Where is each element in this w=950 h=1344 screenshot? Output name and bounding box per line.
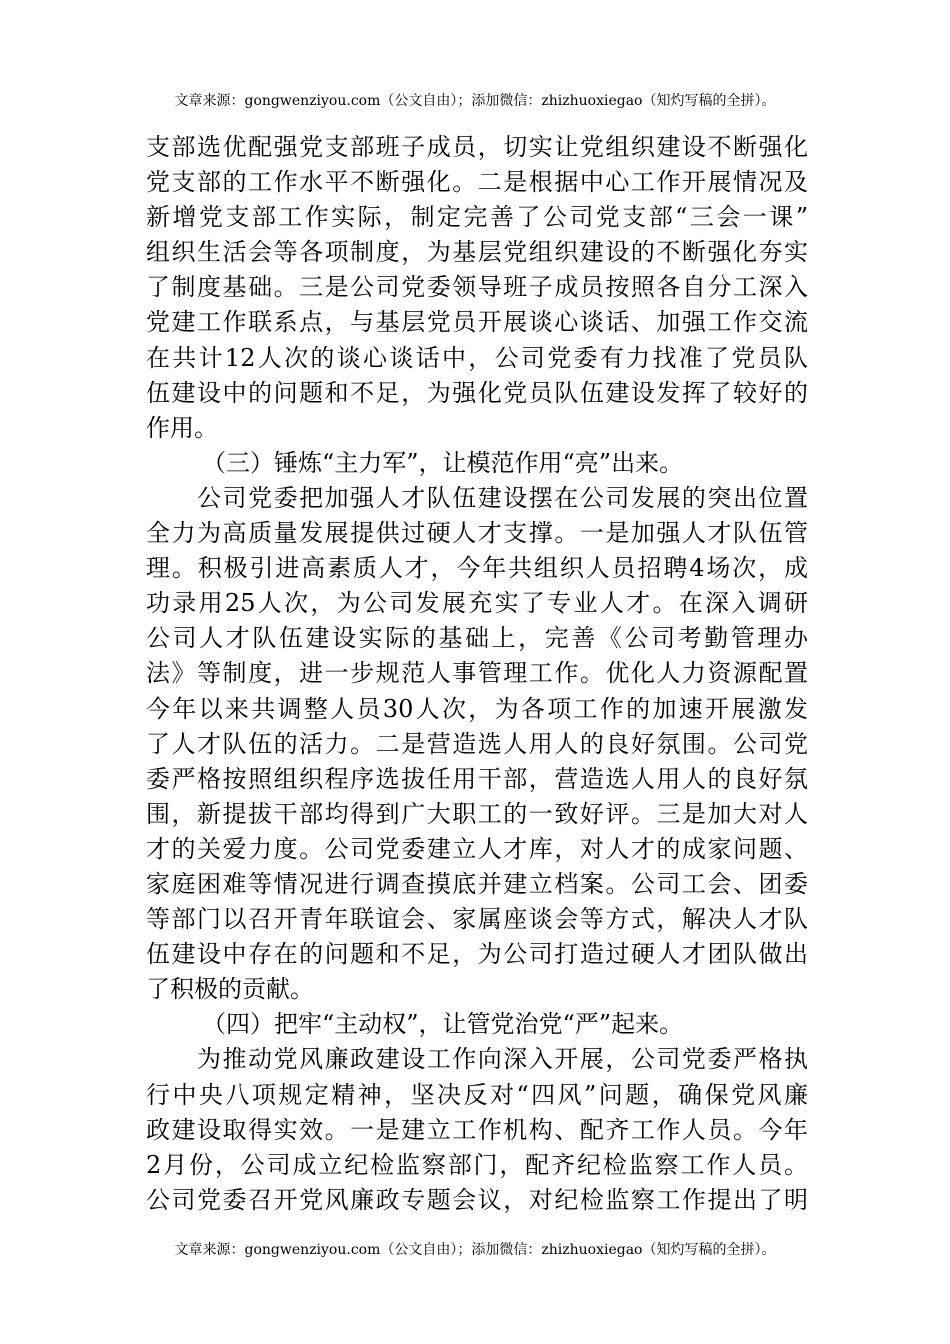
body-line-paragraph-end: 作用。: [146, 413, 218, 442]
document-body: [146, 130, 808, 1218]
body-line: 家庭困难等情况进行调查摸底并建立档案。公司工会、团委: [146, 869, 808, 898]
body-line: 伍建设中的问题和不足，为强化党员队伍建设发挥了较好的: [146, 378, 808, 407]
body-line: 党支部的工作水平不断强化。二是根据中心工作开展情况及: [146, 168, 808, 197]
body-line: 公司人才队伍建设实际的基础上，完善《公司考勤管理办: [146, 624, 808, 653]
body-line: 等部门以召开青年联谊会、家属座谈会等方式，解决人才队: [146, 905, 808, 934]
body-line: 围，新提拔干部均得到广大职工的一致好评。三是加大对人: [146, 799, 808, 828]
body-line: 政建设取得实效。一是建立工作机构、配齐工作人员。今年: [146, 1115, 808, 1144]
body-line: 了人才队伍的活力。二是营造选人用人的良好氛围。公司党: [146, 729, 808, 758]
body-line-paragraph-start: 为推动党风廉政建设工作向深入开展，公司党委严格执: [146, 1045, 808, 1074]
body-line: 公司党委召开党风廉政专题会议，对纪检监察工作提出了明: [146, 1185, 808, 1214]
body-line: 法》等制度，进一步规范人事管理工作。优化人力资源配置: [146, 659, 808, 688]
body-line: 党建工作联系点，与基层党员开展谈心谈话、加强工作交流: [146, 308, 808, 337]
body-line-paragraph-end: 了积极的贡献。: [146, 975, 314, 1004]
page-footer-source: 文章来源：gongwenziyou.com（公文自由）；添加微信：zhizhuoxiegao（知灼写稿的全拼）。: [174, 1242, 776, 1258]
body-line: 组织生活会等各项制度，为基层党组织建设的不断强化夯实: [146, 238, 808, 267]
body-line: 理。积极引进高素质人才，今年共组织人员招聘4场次，成: [146, 554, 808, 583]
section-heading-3: （三）锤炼“主力军”，让模范作用“亮”出来。: [202, 448, 684, 477]
body-line: 伍建设中存在的问题和不足，为公司打造过硬人才团队做出: [146, 940, 808, 969]
body-line: 在共计12人次的谈心谈话中，公司党委有力找准了党员队: [146, 343, 808, 372]
body-line-paragraph-start: 公司党委把加强人才队伍建设摆在公司发展的突出位置: [146, 483, 808, 512]
body-line: 委严格按照组织程序选拔任用干部，营造选人用人的良好氛: [146, 764, 808, 793]
body-line: 行中央八项规定精神，坚决反对“四风”问题，确保党风廉: [146, 1080, 808, 1109]
section-heading-4: （四）把牢“主动权”，让管党治党“严”起来。: [202, 1010, 684, 1039]
body-line: 支部选优配强党支部班子成员，切实让党组织建设不断强化: [146, 133, 808, 161]
body-line: 全力为高质量发展提供过硬人才支撑。一是加强人才队伍管: [146, 519, 808, 548]
page-header-source: 文章来源：gongwenziyou.com（公文自由）；添加微信：zhizhuoxiegao（知灼写稿的全拼）。: [174, 93, 776, 109]
body-line: 了制度基础。三是公司党委领导班子成员按照各自分工深入: [146, 273, 808, 302]
body-line: 功录用25人次，为公司发展充实了专业人才。在深入调研: [146, 589, 808, 618]
body-line: 今年以来共调整人员30人次，为各项工作的加速开展激发: [146, 694, 808, 723]
body-line: 新增党支部工作实际，制定完善了公司党支部“三会一课”: [146, 203, 808, 232]
body-line: 才的关爱力度。公司党委建立人才库，对人才的成家问题、: [146, 834, 808, 863]
body-line: 2月份，公司成立纪检监察部门，配齐纪检监察工作人员。: [146, 1150, 808, 1179]
